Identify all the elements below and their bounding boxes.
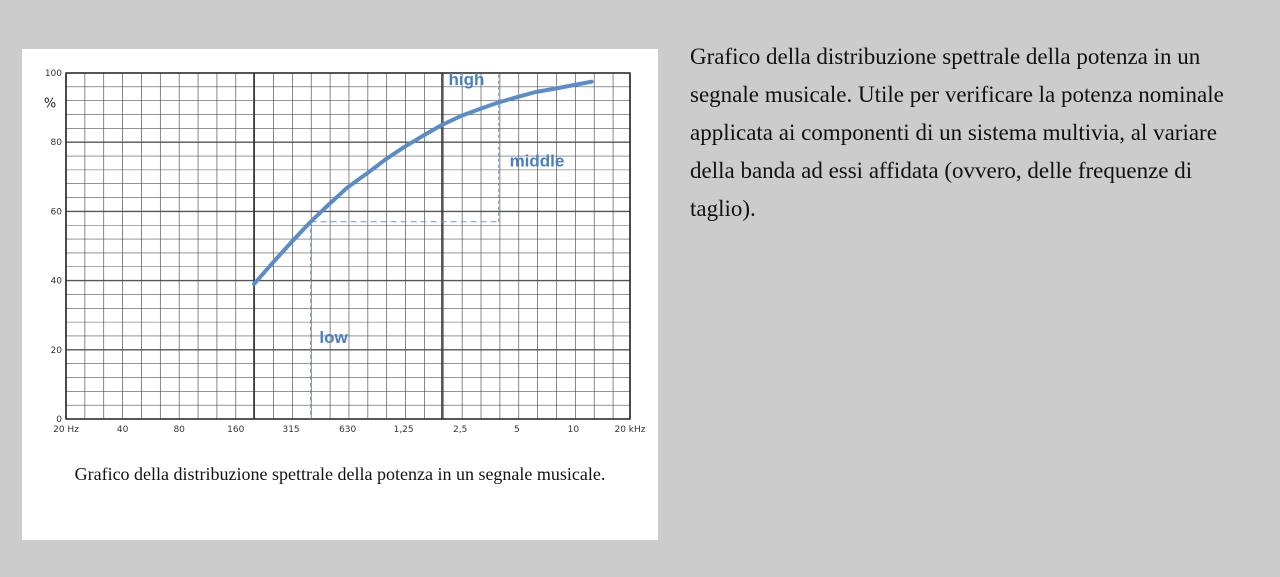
x-tick-label: 1,25 [393, 425, 414, 435]
y-axis-label: % [43, 96, 57, 112]
description-text: Grafico della distribuzione spettrale della potenza in un segnale musicale. Utile per verificare la potenza nominale applicata ai componenti di un sistema multivia, al variare della banda ad essi affidata (ovvero, delle frequenze di taglio). [690, 44, 1224, 221]
curve-point [534, 90, 537, 93]
x-tick-label: 20 Hz [53, 425, 79, 435]
band-label: middle [509, 151, 565, 171]
x-tick-label: 80 [173, 425, 185, 435]
curve-point [252, 282, 255, 285]
curve-point [440, 123, 443, 126]
power-distribution-chart [40, 65, 664, 441]
x-tick-label: 315 [282, 425, 300, 435]
y-tick-label: 20 [50, 345, 62, 356]
curve-point [422, 134, 425, 137]
curve-point [366, 172, 369, 175]
curve-point [309, 220, 312, 223]
y-tick-label: 60 [50, 207, 62, 218]
chart-svg [40, 65, 664, 441]
curve-point [497, 101, 500, 104]
band-label: high [448, 70, 485, 90]
curve-point [459, 115, 462, 118]
x-tick-label: 40 [116, 425, 129, 435]
curve-point [572, 84, 575, 87]
y-tick-label: 40 [50, 276, 62, 287]
y-tick-label: 0 [56, 415, 62, 425]
x-tick-label: 630 [339, 425, 357, 435]
figure-caption: Grafico della distribuzione spettrale della potenza in un segnale musicale. [74, 464, 606, 484]
x-tick-label: 20 kHz [614, 425, 646, 435]
curve-point [590, 80, 593, 83]
curve-point [271, 262, 274, 265]
y-tick-label: 100 [44, 69, 62, 79]
x-tick-label: 10 [567, 425, 580, 435]
curve-point [384, 158, 387, 161]
curve-point [402, 146, 405, 149]
curve-point [327, 203, 330, 206]
curve-point [554, 87, 557, 90]
y-tick-label: 80 [50, 138, 62, 149]
x-tick-label: 5 [513, 425, 520, 435]
figure [22, 49, 658, 540]
curve-point [346, 186, 349, 189]
curve-point [289, 241, 292, 244]
x-tick-label: 2,5 [453, 425, 468, 435]
curve-point [515, 96, 518, 99]
x-tick-label: 160 [227, 425, 245, 435]
plot-frame [66, 73, 630, 419]
band-label: low [319, 327, 348, 347]
curve-point [477, 108, 480, 111]
power-curve-line [254, 82, 592, 284]
